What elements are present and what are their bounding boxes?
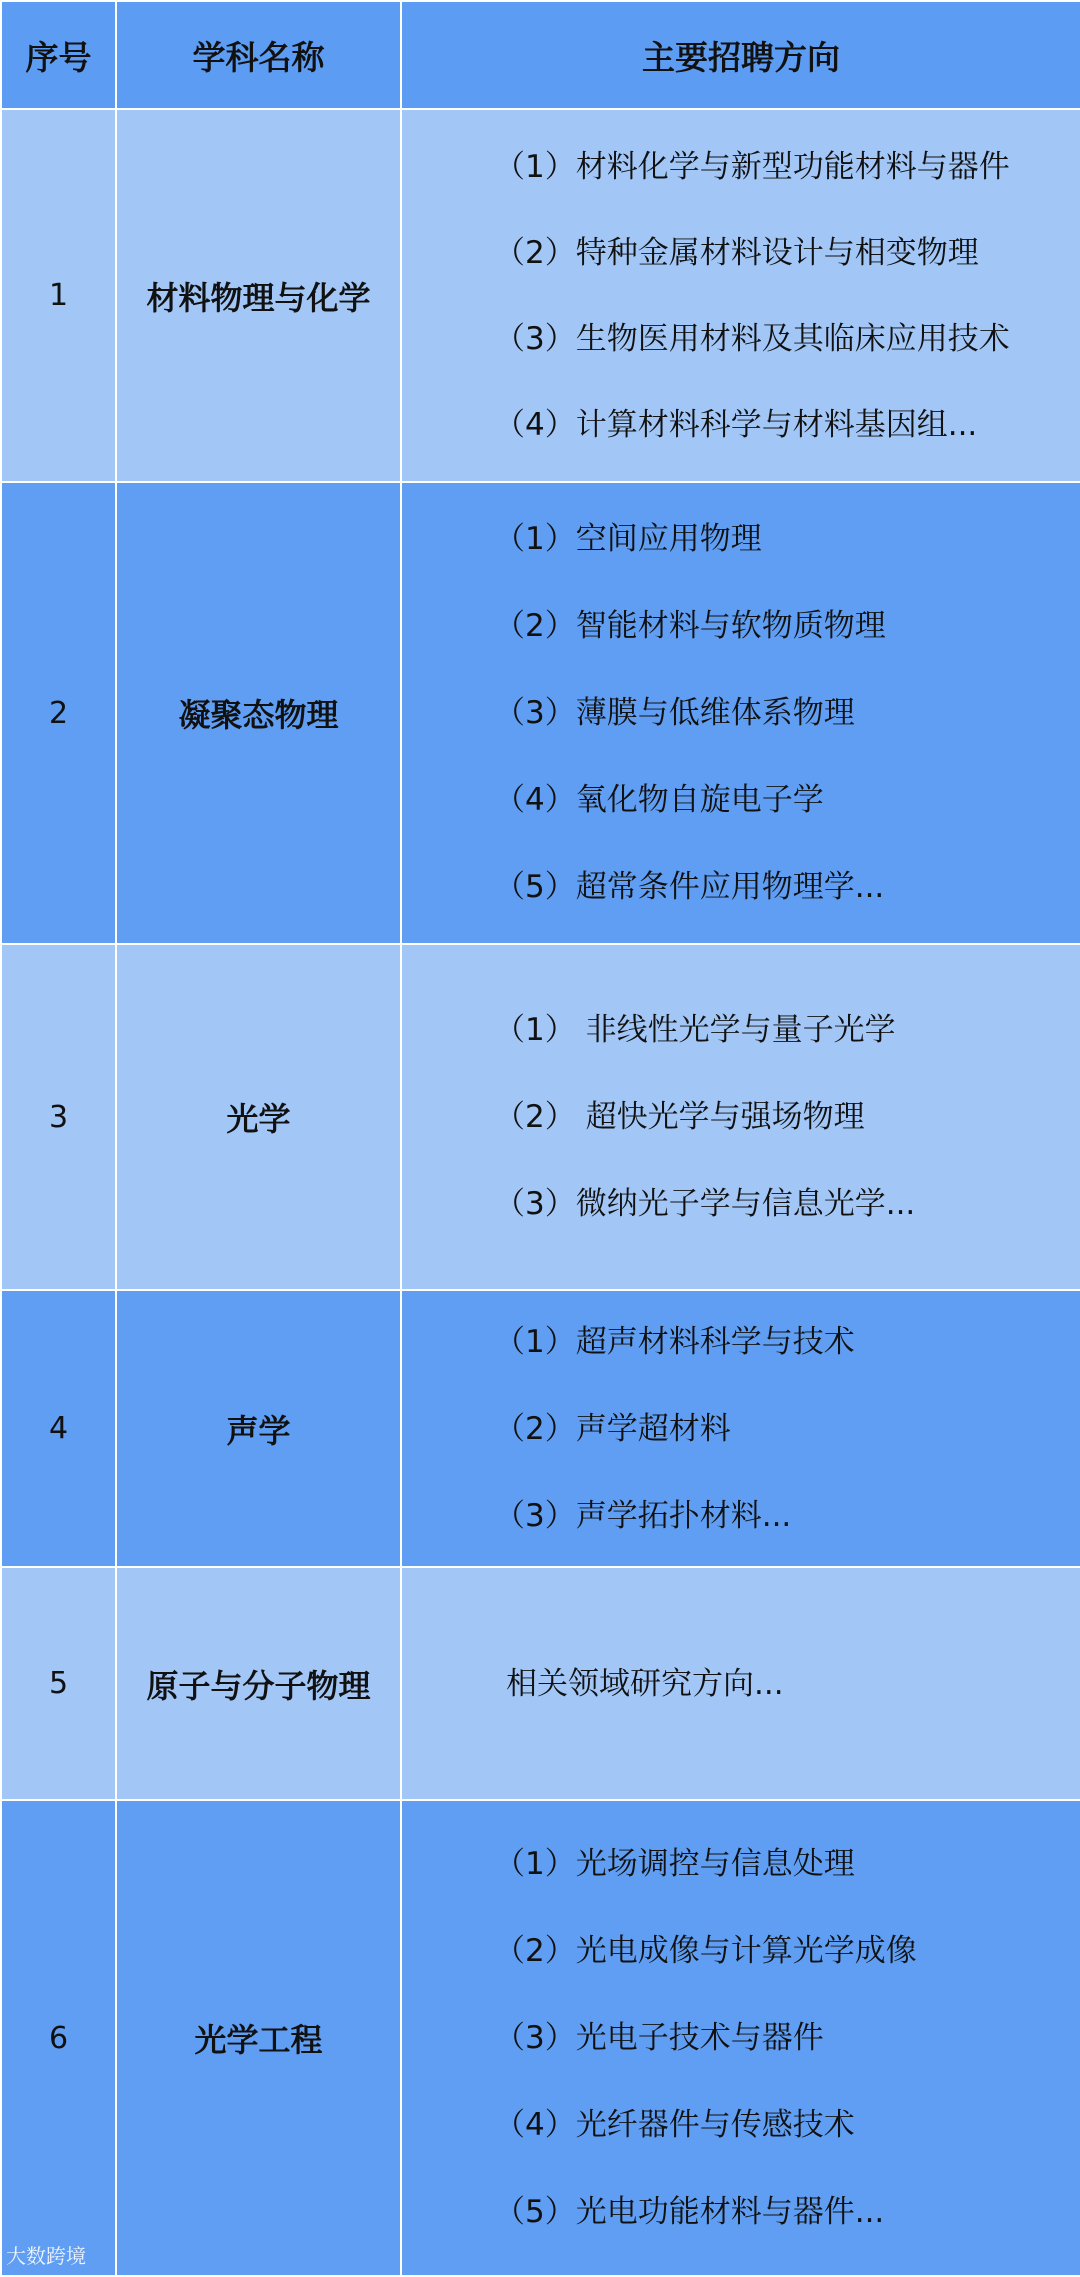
direction-item: （4）光纤器件与传感技术 [494, 2107, 855, 2143]
row-num: 1 [1, 109, 116, 482]
direction-item: （4）氧化物自旋电子学 [494, 782, 824, 818]
header-row [1, 1, 1080, 109]
direction-item: （3）声学拓扑材料... [494, 1497, 792, 1534]
direction-item: 相关领域研究方向... [506, 1665, 784, 1702]
direction-item: （2）光电成像与计算光学成像 [494, 1933, 917, 1969]
direction-item: （5）超常条件应用物理学... [494, 869, 885, 905]
direction-item: （1）空间应用物理 [494, 521, 762, 557]
table-row [1, 1800, 1080, 2276]
subject-name: 光学 [116, 944, 401, 1290]
direction-item: （5）光电功能材料与器件... [494, 2194, 885, 2230]
header-num: 序号 [1, 1, 116, 109]
direction-item: （1）超声材料科学与技术 [494, 1323, 855, 1360]
row-num: 2 [1, 482, 116, 944]
direction-list [401, 944, 1080, 1290]
table-row [1, 482, 1080, 944]
table-row [1, 1290, 1080, 1567]
row-num: 4 [1, 1290, 116, 1567]
table-row [1, 1567, 1080, 1800]
direction-item: （3）生物医用材料及其临床应用技术 [494, 320, 1010, 357]
direction-list [401, 109, 1080, 482]
row-num: 3 [1, 944, 116, 1290]
table-row [1, 944, 1080, 1290]
direction-list [401, 1567, 1080, 1800]
header-name: 学科名称 [116, 1, 401, 109]
row-num: 5 [1, 1567, 116, 1800]
direction-item: （2）特种金属材料设计与相变物理 [494, 234, 979, 271]
subject-name: 声学 [116, 1290, 401, 1567]
direction-list [401, 1290, 1080, 1567]
direction-item: （1） 非线性光学与量子光学 [494, 1012, 896, 1048]
table-row [1, 109, 1080, 482]
direction-item: （3）薄膜与低维体系物理 [494, 695, 855, 731]
direction-item: （2）声学超材料 [494, 1410, 731, 1447]
watermark: 大数跨境 [6, 2244, 86, 2268]
direction-list [401, 482, 1080, 944]
header-directions: 主要招聘方向 [401, 1, 1080, 109]
direction-item: （4）计算材料科学与材料基因组... [494, 406, 978, 443]
row-num: 6 [1, 1800, 116, 2276]
subject-name: 光学工程 [116, 1800, 401, 2276]
direction-item: （3）微纳光子学与信息光学... [494, 1186, 916, 1222]
direction-list [401, 1800, 1080, 2276]
subject-name: 凝聚态物理 [116, 482, 401, 944]
direction-item: （3）光电子技术与器件 [494, 2020, 824, 2056]
direction-item: （1）光场调控与信息处理 [494, 1846, 855, 1882]
subject-name: 原子与分子物理 [116, 1567, 401, 1800]
direction-item: （1）材料化学与新型功能材料与器件 [494, 148, 1010, 185]
direction-item: （2）智能材料与软物质物理 [494, 608, 886, 644]
subject-name: 材料物理与化学 [116, 109, 401, 482]
direction-item: （2） 超快光学与强场物理 [494, 1099, 865, 1135]
